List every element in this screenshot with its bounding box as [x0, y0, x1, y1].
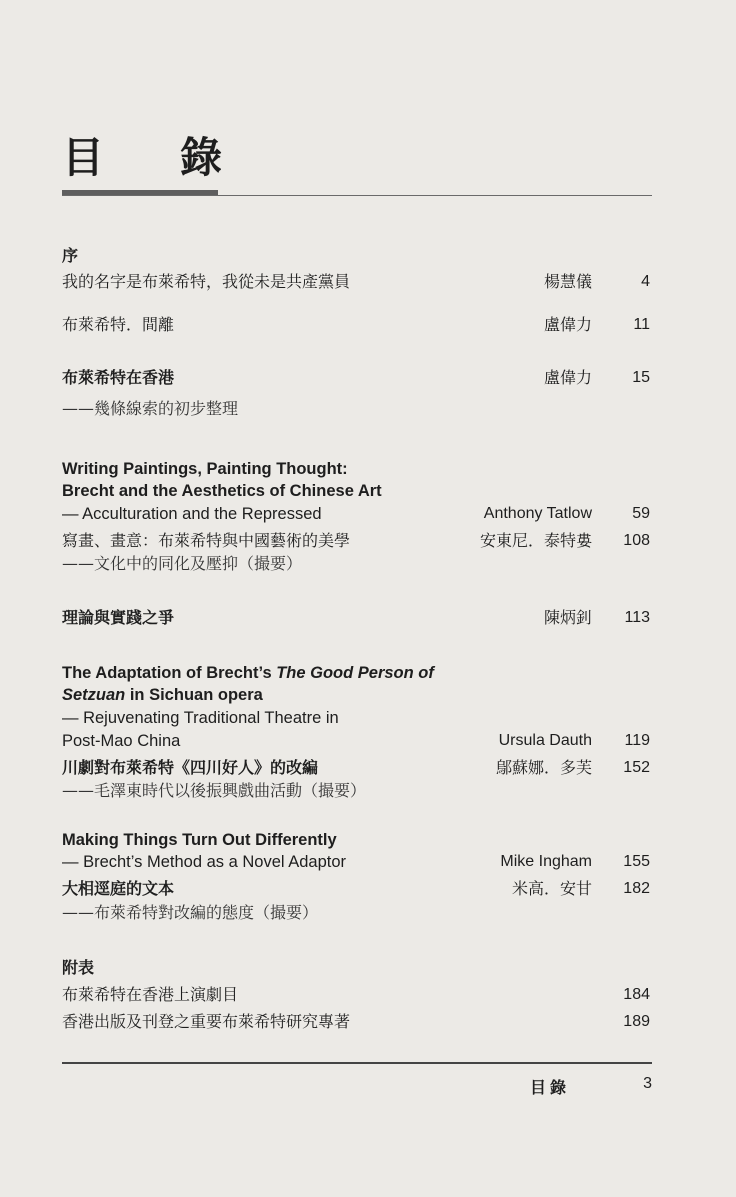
- toc-subtitle-row: [62, 707, 652, 731]
- footer-rule: [62, 1062, 652, 1064]
- toc-subtitle-row: [62, 902, 652, 926]
- entry-subtitle: Post-Mao China: [62, 732, 181, 750]
- entry-subtitle: — Acculturation and the Repressed: [62, 505, 322, 523]
- footer-label: 目錄: [530, 1078, 571, 1097]
- toc-subtitle-row: [62, 398, 652, 422]
- entry-author: 盧偉力: [543, 315, 592, 334]
- entry-page: 59: [632, 505, 650, 522]
- toc-entry: [62, 1011, 652, 1035]
- entry-author: 楊慧儀: [543, 272, 592, 291]
- toc-entry: [62, 530, 652, 554]
- toc-title-row: [62, 684, 652, 708]
- entry-author: 米高．安甘: [511, 879, 592, 898]
- entry-title: 布萊希特在香港上演劇目: [62, 985, 239, 1004]
- title-rule: [62, 195, 652, 196]
- appendix-heading-row: [62, 957, 652, 981]
- entry-title: 香港出版及刊登之重要布萊希特研究專著: [62, 1012, 351, 1031]
- entry-page: 119: [624, 732, 650, 749]
- entry-author: 盧偉力: [543, 368, 592, 387]
- toc-title-row: [62, 662, 652, 686]
- toc-entry: [62, 314, 652, 338]
- entry-page: 189: [623, 1013, 650, 1030]
- entry-author: Anthony Tatlow: [483, 505, 592, 522]
- entry-page: 113: [624, 609, 650, 626]
- entry-title: Setzuan in Sichuan opera: [62, 686, 263, 704]
- entry-author: 鄔蘇娜．多芙: [495, 758, 592, 777]
- entry-author: Mike Ingham: [500, 853, 592, 870]
- entry-title: The Adaptation of Brecht’s The Good Person of: [62, 664, 434, 682]
- entry-page: 108: [623, 532, 650, 549]
- toc-entry: [62, 271, 652, 295]
- preface-heading: 序: [62, 246, 79, 265]
- entry-title: Making Things Turn Out Differently: [62, 831, 337, 849]
- entry-title: 布萊希特在香港: [62, 368, 175, 387]
- entry-page: 15: [632, 369, 650, 386]
- entry-title: 寫畫、畫意：布萊希特與中國藝術的美學: [62, 531, 351, 550]
- toc-entry: [62, 878, 652, 902]
- toc-subtitle-row: [62, 553, 652, 577]
- entry-page: 11: [633, 316, 650, 333]
- entry-title: 我的名字是布萊希特，我從未是共產黨員: [62, 272, 351, 291]
- entry-page: 152: [623, 759, 650, 776]
- entry-subtitle: ——布萊希特對改編的態度（撮要）: [62, 903, 319, 922]
- entry-title: Writing Paintings, Painting Thought:: [62, 460, 348, 478]
- appendix-heading: 附表: [62, 958, 95, 977]
- toc-title-row: [62, 829, 652, 853]
- entry-title: 布萊希特．間離: [62, 315, 175, 334]
- toc-title-row: [62, 458, 652, 482]
- entry-page: 4: [641, 273, 650, 290]
- toc-entry: [62, 607, 652, 631]
- entry-title: 川劇對布萊希特《四川好人》的改編: [62, 758, 319, 777]
- entry-page: 184: [623, 986, 650, 1003]
- entry-subtitle: — Rejuvenating Traditional Theatre in: [62, 709, 339, 727]
- entry-subtitle: ——毛澤東時代以後振興戲曲活動（撮要）: [62, 781, 367, 800]
- toc-title-row: [62, 480, 652, 504]
- entry-page: 182: [623, 880, 650, 897]
- entry-subtitle: — Brecht’s Method as a Novel Adaptor: [62, 853, 347, 871]
- toc-entry: [62, 503, 652, 527]
- entry-author: Ursula Dauth: [498, 732, 592, 749]
- page-number: 3: [643, 1075, 652, 1092]
- preface-heading-row: [62, 245, 652, 269]
- toc-entry: [62, 367, 652, 391]
- toc-entry: [62, 730, 652, 754]
- entry-author: 陳炳釗: [543, 608, 592, 627]
- entry-title: 大相逕庭的文本: [62, 879, 175, 898]
- entry-title: Brecht and the Aesthetics of Chinese Art: [62, 482, 382, 500]
- toc-entry: [62, 757, 652, 781]
- toc-entry: [62, 984, 652, 1008]
- entry-subtitle: ——文化中的同化及壓抑（撮要）: [62, 554, 303, 573]
- entry-author: 安東尼．泰特婁: [479, 531, 592, 550]
- title-char-1: 目: [62, 133, 107, 182]
- toc-entry: [62, 851, 652, 875]
- entry-subtitle: ——幾條線索的初步整理: [62, 399, 239, 418]
- entry-title: 理論與實踐之爭: [62, 608, 175, 627]
- title-char-2: 錄: [180, 133, 225, 182]
- toc-subtitle-row: [62, 780, 652, 804]
- entry-page: 155: [623, 853, 650, 870]
